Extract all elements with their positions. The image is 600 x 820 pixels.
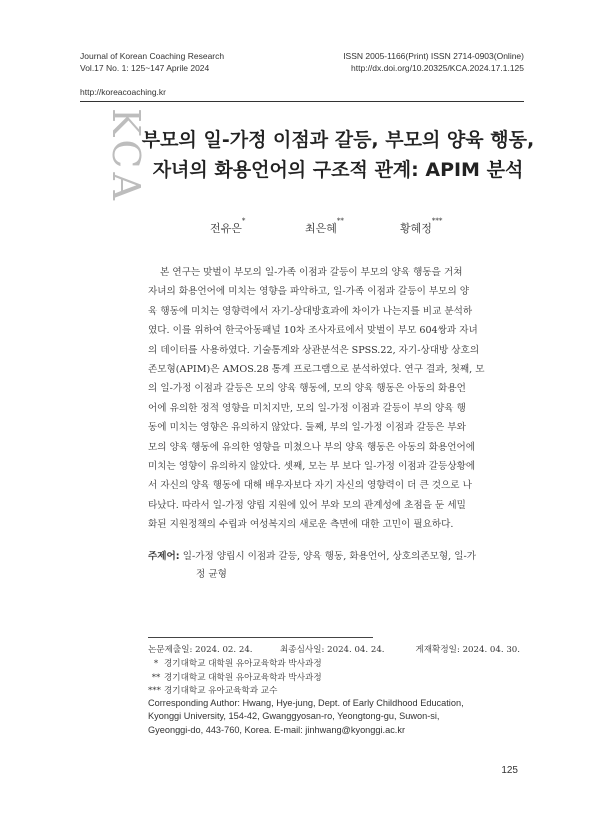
reviewed-date: 최종심사일: 2024. 04. 24. xyxy=(280,645,385,655)
corresponding-line-1: Corresponding Author: Hwang, Hye-jung, Dept. of Early Childhood Education, xyxy=(148,698,464,708)
abstract-line: 육 행동에 미치는 영향력에서 자기-상대방효과에 차이가 나는지를 비교 분석하 xyxy=(148,305,473,317)
abstract-line: 타났다. 따라서 일-가정 양립 지원에 있어 부와 모의 관계성에 초점을 둔 세밀 xyxy=(148,499,466,511)
footnote-mark: *** xyxy=(148,686,161,697)
abstract-line: 존모형(APIM)은 AMOS.28 통계 프로그램으로 분석하였다. 연구 결과, 첫째, 모 xyxy=(148,364,485,376)
footnote-text: 경기대학교 유아교육학과 교수 xyxy=(164,686,278,697)
author xyxy=(210,217,246,236)
abstract-line: 자녀의 화용언어에 미치는 영향을 파악하고, 일-가족 이점과 갈등이 부모의 양 xyxy=(148,286,470,298)
corresponding-line-3: Gyeonggi-do, 443-760, Korea. E-mail: jinhwang@kyonggi.ac.kr xyxy=(148,724,406,735)
abstract-line: 의 데이터를 사용하였다. 기술통계와 상관분석은 SPSS.22, 자기-상대방 상호의 xyxy=(148,344,480,356)
kca-logo: KCA xyxy=(104,108,148,204)
journal-header-right xyxy=(343,50,524,74)
title-line-2: 자녀의 화용언어의 구조적 관계: APIM 분석 xyxy=(152,159,524,181)
author-mark: *** xyxy=(431,217,443,225)
paper-title xyxy=(136,125,540,185)
keywords xyxy=(148,548,520,584)
author-mark: ** xyxy=(336,217,344,225)
abstract xyxy=(148,263,514,535)
abstract-line: 서 자신의 양육 행동에 대해 배우자보다 자기 자신의 영향력이 더 큰 것으로 나 xyxy=(148,480,472,492)
author-name: 전유은 xyxy=(210,222,242,235)
journal-doi[interactable]: http://dx.doi.org/10.20325/KCA.2024.17.1.125 xyxy=(351,63,524,73)
author-mark: * xyxy=(241,217,246,225)
author xyxy=(400,217,443,236)
footnote xyxy=(148,658,322,672)
footnote-text: 경기대학교 대학원 유아교육학과 박사과정 xyxy=(164,659,322,669)
title-line-1: 부모의 일-가정 이점과 갈등, 부모의 양육 행동, xyxy=(141,129,535,151)
footnote-divider xyxy=(148,637,373,638)
author xyxy=(305,217,344,236)
corresponding-author xyxy=(148,697,520,737)
keywords-line-1: 일-가정 양립시 이점과 갈등, 양육 행동, 화용언어, 상호의존모형, 일-가 xyxy=(182,551,477,562)
keywords-line-2: 정 균형 xyxy=(196,569,227,580)
abstract-line: 미치는 영향이 유의하지 않았다. 셋째, 모는 부 보다 일-가정 이점과 갈등상황에 xyxy=(148,461,476,473)
header-divider xyxy=(80,101,524,102)
author-name: 최은혜 xyxy=(305,222,337,235)
journal-name: Journal of Korean Coaching Research xyxy=(80,51,225,61)
abstract-line: 의 일-가정 이점과 갈등은 모의 양육 행동에, 모의 양육 행동은 아동의 화용언 xyxy=(148,383,466,395)
keywords-label: 주제어: xyxy=(148,551,180,562)
journal-volume: Vol.17 No. 1: 125~147 Aprile 2024 xyxy=(80,63,210,73)
accepted-date: 게재확정일: 2024. 04. 30. xyxy=(415,645,520,655)
footnote-mark: ** xyxy=(151,672,161,683)
abstract-line: 어에 유의한 정적 영향을 미치지만, 모의 일-가정 이점과 갈등이 부의 양육 행 xyxy=(148,402,466,414)
footnote-mark: * xyxy=(153,659,159,669)
journal-issn: ISSN 2005-1166(Print) ISSN 2714-0903(Online) xyxy=(343,51,524,61)
abstract-line: 동에 미치는 영향은 유의하지 않았다. 둘째, 부의 일-가정 이점과 갈등은 부와 xyxy=(148,422,466,434)
abstract-line: 모의 양육 행동에 유의한 영향을 미쳤으나 부의 양육 행동은 아동의 화용언어에 xyxy=(148,441,476,453)
page-number: 125 xyxy=(501,765,518,776)
abstract-line: 화된 지원정책의 수립과 여성복지의 새로운 측면에 대한 고민이 필요하다. xyxy=(148,519,454,531)
author-name: 황혜정 xyxy=(400,222,432,235)
journal-header-left xyxy=(80,50,224,74)
review-dates xyxy=(148,643,520,657)
corresponding-line-2: Kyonggi University, 154-42, Gwanggyosan-ro, Yeongtong-gu, Suwon-si, xyxy=(148,711,440,722)
abstract-line: 였다. 이를 위하여 한국아동패널 10차 조사자료에서 맞벌이 부모 604쌍과 자녀 xyxy=(148,325,478,337)
journal-url[interactable]: http://koreacoaching.kr xyxy=(80,87,166,97)
footnote-text: 경기대학교 대학원 유아교육학과 박사과정 xyxy=(164,672,322,683)
footnotes xyxy=(148,658,322,699)
submitted-date: 논문제출일: 2024. 02. 24. xyxy=(148,645,253,655)
footnote xyxy=(148,672,322,686)
abstract-line: 본 연구는 맞벌이 부모의 일-가족 이점과 갈등이 부모의 양육 행동을 거쳐 xyxy=(160,267,463,278)
